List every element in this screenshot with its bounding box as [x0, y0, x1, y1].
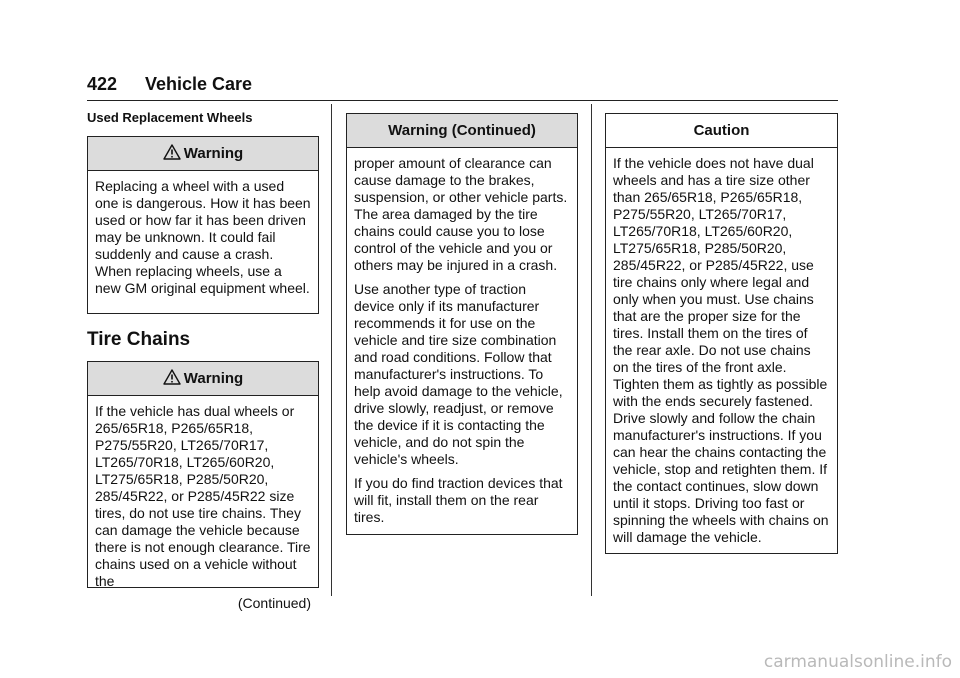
used-wheels-subheading: Used Replacement Wheels: [87, 110, 253, 125]
warning-text: If the vehicle has dual wheels or 265/65R18, P265/65R18, P275/55R20, LT265/70R17, LT265/70R18, LT265/60R20, LT275/65R18, P285/50R20, 285/45R22, or P285/45R22 size tires, do not use tire chains. They can damage the vehicle because there is not enough clearance. Tire chains used on a vehicle without the: [95, 403, 311, 589]
column-divider-2: [591, 104, 592, 596]
warning-header: [88, 137, 318, 171]
warning-triangle-icon: [163, 144, 181, 160]
warning-paragraph: Use another type of traction device only if its manufacturer recommends it for use on the vehicle and tire size combination and road conditions. Follow that manufacturer's instructions. To help avoid damage to the vehicle, drive slowly, readjust, or remove the device if it is contacting the vehicle, and do not spin the vehicle's wheels.: [354, 281, 563, 467]
warning-continued-box: [346, 113, 578, 535]
column-divider-1: [331, 104, 332, 596]
section-title: Vehicle Care: [145, 74, 253, 94]
caution-text: If the vehicle does not have dual wheels and has a tire size other than 265/65R18, P265/65R18, P275/55R20, LT265/70R17, LT265/70R18, LT265/60R20, LT275/65R18, P285/50R20, 285/45R22, or P285/45R22, use tire chains only where legal and only when you must. Use chains that are the proper size for the tires. Install them on the tires of the rear axle. Do not use chains on the tires of the front axle. Tighten them as tightly as possible with the ends securely fastened. Drive slowly and follow the chain manufacturer's instructions. If you can hear the chains contacting the vehicle, stop and retighten them. If the contact continues, slow down until it stops. Driving too fast or spinning the wheels with chains on will damage the vehicle.: [613, 155, 829, 545]
warning-paragraph: If you do find traction devices that will fit, install them on the rear tires.: [354, 475, 563, 525]
tire-chains-warning-box: [87, 361, 319, 611]
tire-chains-heading: Tire Chains: [87, 329, 191, 350]
watermark: carmanualsonline.info: [763, 652, 952, 672]
warning-title: Warning: [183, 145, 244, 162]
warning-paragraph: proper amount of clearance can cause damage to the brakes, suspension, or other vehicle parts. The area damaged by the tire chains could cause you to lose control of the vehicle and you or others may be injured in a crash.: [354, 155, 568, 273]
warning-continued-header: Warning (Continued): [347, 114, 577, 148]
used-wheels-warning-box: [87, 136, 319, 314]
page-header: [87, 70, 838, 101]
warning-title: Warning: [183, 370, 244, 387]
caution-header: Caution: [606, 114, 837, 148]
page-number: 422: [87, 74, 118, 94]
warning-text: Replacing a wheel with a used one is dangerous. How it has been used or how far it has been driven may be unknown. It could fail suddenly and cause a crash. When replacing wheels, use a new GM original equipment wheel.: [95, 178, 311, 296]
caution-box: [605, 113, 838, 554]
warning-header: [88, 362, 318, 396]
continued-label: (Continued): [237, 595, 311, 611]
warning-triangle-icon: [163, 369, 181, 385]
